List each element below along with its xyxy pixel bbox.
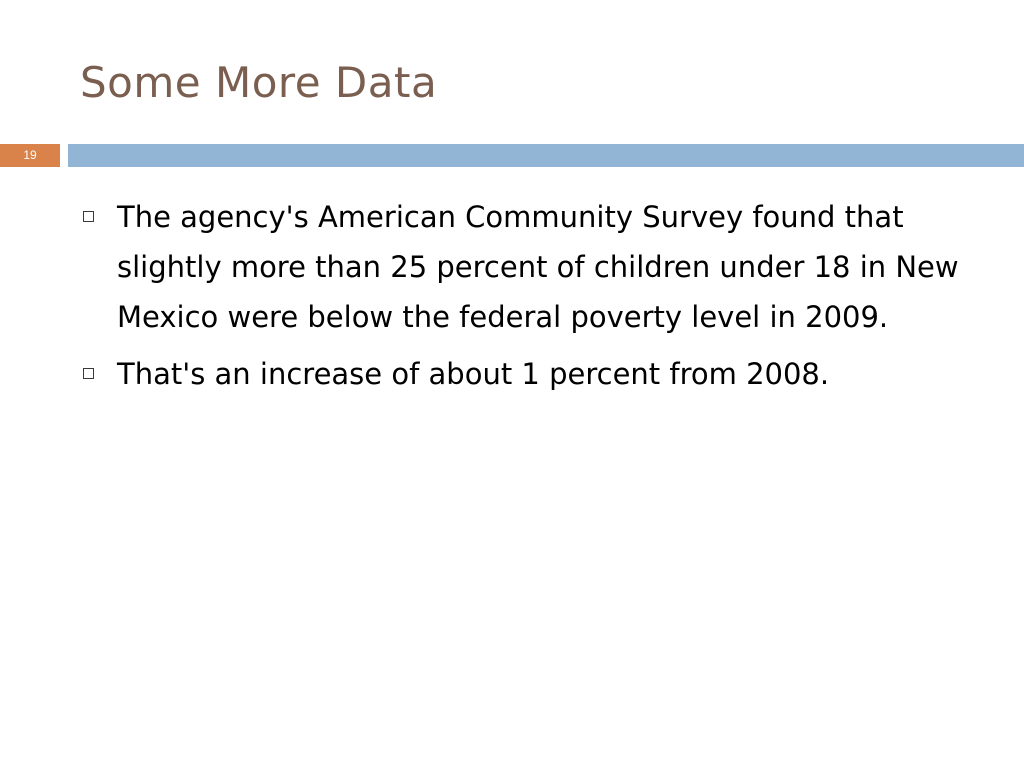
bullet-item	[80, 192, 980, 342]
bullet-item	[80, 349, 980, 399]
bullet-list	[80, 192, 980, 406]
slide-title: Some More Data	[80, 58, 438, 107]
slide-number: 19	[0, 144, 60, 167]
hollow-square-bullet-icon	[83, 211, 94, 222]
bullet-text: That's an increase of about 1 percent from 2008.	[117, 357, 830, 391]
title-rule-bar	[68, 144, 1024, 167]
bullet-text: The agency's American Community Survey found that slightly more than 25 percent of children under 18 in New Mexico were below the federal poverty level in 2009.	[117, 200, 959, 334]
hollow-square-bullet-icon	[83, 368, 94, 379]
